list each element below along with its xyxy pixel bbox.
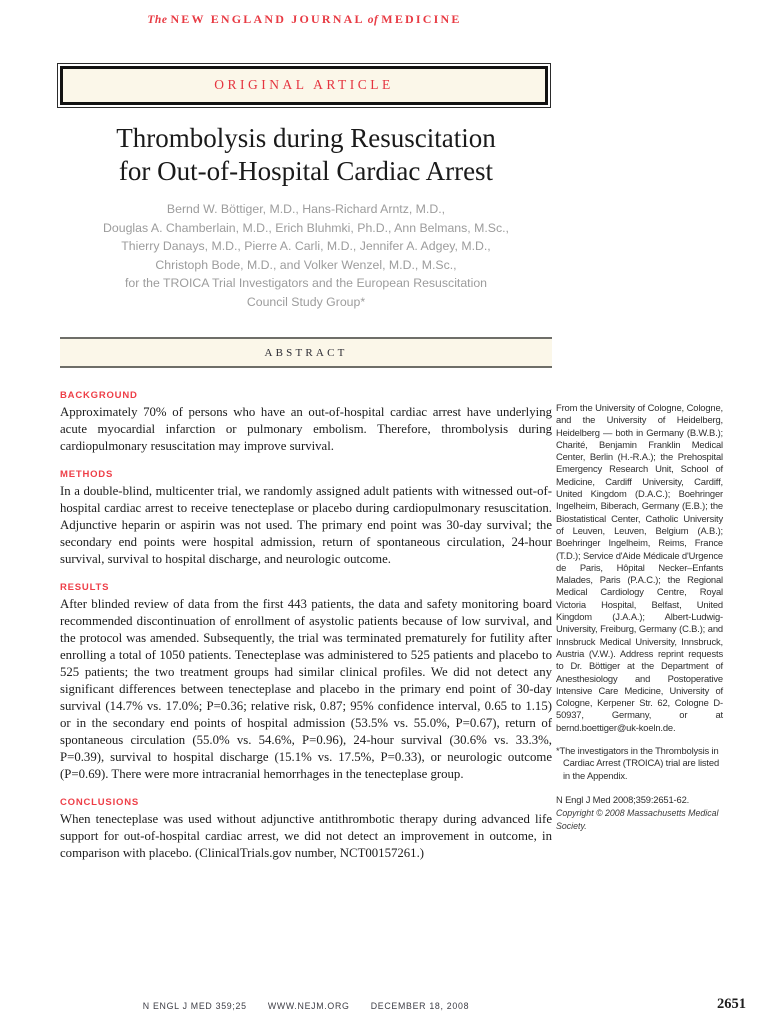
article-title — [60, 122, 552, 188]
page-number: 2651 — [717, 996, 746, 1012]
masthead-of: of — [367, 14, 379, 26]
author-line: Bernd W. Böttiger, M.D., Hans-Richard Arntz, M.D., — [166, 202, 446, 216]
abstract-section-conclusions — [60, 797, 552, 862]
investigators-footnote: *The investigators in the Thrombolysis in Cardiac Arrest (TROICA) trial are listed in the Appendix. — [556, 745, 720, 781]
section-text-conclusions: When tenecteplase was used without adjunctive antithrombotic therapy during advanced life support for out-of-hospital cardiac arrest, we did not detect an improvement in outcome, in comparison with placebo. (ClinicalTrials.gov number, NCT00157261.) — [60, 812, 552, 860]
abstract-divider — [60, 337, 552, 368]
masthead-the: The — [147, 14, 168, 26]
original-article-banner — [57, 63, 551, 108]
footer-date: DECEMBER 18, 2008 — [370, 1001, 470, 1011]
section-heading-methods: METHODS — [60, 469, 114, 480]
section-heading-background: BACKGROUND — [60, 390, 138, 401]
author-list — [60, 200, 552, 312]
section-heading-conclusions: CONCLUSIONS — [60, 797, 139, 808]
original-article-banner-inner — [60, 66, 548, 105]
masthead-name-part2: MEDICINE — [381, 12, 462, 26]
section-text-methods: In a double-blind, multicenter trial, we randomly assigned adult patients with witnessed out-of-hospital cardiac arrest to receive tenecteplase or placebo during cardiopulmonary resuscitation. Adjunctive heparin or aspirin was not used. The primary end point was 30-day survival; the secondary end points were hospital admission, return of spontaneous circulation, 24-hour survival, survival to hospital discharge, and neurologic outcome. — [60, 484, 552, 566]
section-text-results: After blinded review of data from the first 443 patients, the data and safety monitoring board recommended discontinuation of enrollment of asystolic patients because of low survival, and the protocol was amended. Subsequently, the trial was terminated prematurely for futility after enrolling a total of 1050 patients. Tenecteplase was administered to 525 patients and placebo to 525 patients; the two treatment groups had similar clinical profiles. We did not detect any significant differences between tenecteplase and placebo in the primary end point of 30-day survival (14.7% vs. 17.0%; P=0.36; relative risk, 0.87; 95% confidence interval, 0.65 to 1.15) or in the secondary end points of hospital admission (53.5% vs. 55.0%, P=0.67), return of spontaneous circulation (55.0% vs. 54.6%, P=0.96), 24-hour survival (30.6% vs. 33.3%, P=0.39), survival to hospital discharge (15.1% vs. 17.5%, P=0.33), or neurologic outcome (P=0.69). There were more intracranial hemorrhages in the tenecteplase group. — [60, 597, 552, 781]
affiliations-text: From the University of Cologne, Cologne, and the University of Heidelberg, Heidelberg — both in Germany (B.W.B.); Charité, Benjamin Franklin Medical Center, Berlin (H.-R.A.); the Prehospital Emergency Research Unit, School of Medicine, Cardiff University, Cardiff, United Kingdom (D.A.C.); Boehringer Ingelheim, Biberach, Germany (E.B.); the Biostatistical Center, Catholic University of Leuven, Leuven, Belgium (A.B.); Boehringer Ingelheim, Reims, France (T.D.); Service d'Aide Médicale d'Urgence de Paris, Hôpital Necker–Enfants Malades, Paris (P.A.C.); the Regional Medical Cardiology Centre, Royal Victoria Hospital, Belfast, United Kingdom (J.A.A.); Albert-Ludwig-University, Freiburg, Germany (C.B.); and Innsbruck Medical University, Innsbruck, Austria (V.W.). Address reprint requests to Dr. Böttiger at the Department of Anesthesiology and Postoperative Intensive Care Medicine, University of Cologne, Kerpener Str. 62, Cologne D-50937, Germany, or at bernd.boettiger@uk-koeln.de. — [556, 402, 723, 733]
citation-line: N Engl J Med 2008;359:2651-62. — [556, 793, 690, 805]
footer-website: WWW.NEJM.ORG — [267, 1001, 350, 1011]
article-title-line2: for Out-of-Hospital Cardiac Arrest — [118, 156, 494, 186]
abstract-section-background — [60, 390, 552, 455]
affiliations-sidebar — [556, 402, 723, 832]
journal-masthead — [60, 12, 552, 27]
author-line: for the TROICA Trial Investigators and the European Resuscitation — [124, 276, 488, 291]
abstract-section-methods — [60, 469, 552, 568]
copyright-line: Copyright © 2008 Massachusetts Medical Society. — [556, 808, 719, 831]
footer-journal-ref: N ENGL J MED 359;25 — [142, 1001, 247, 1011]
author-line: Council Study Group* — [246, 294, 366, 309]
article-title-line1: Thrombolysis during Resuscitation — [116, 123, 496, 153]
author-line: Thierry Danays, M.D., Pierre A. Carli, M.D., Jennifer A. Adgey, M.D., — [121, 239, 491, 254]
page-footer — [60, 1001, 552, 1011]
section-heading-results: RESULTS — [60, 582, 110, 593]
abstract-section-results — [60, 582, 552, 783]
banner-label: ORIGINAL ARTICLE — [214, 77, 394, 92]
author-line: Christoph Bode, M.D., and Volker Wenzel, M.D., M.Sc., — [155, 257, 457, 272]
author-line: Douglas A. Chamberlain, M.D., Erich Bluhmki, Ph.D., Ann Belmans, M.Sc., — [103, 220, 509, 235]
abstract-body — [60, 390, 552, 876]
section-text-background: Approximately 70% of persons who have an out-of-hospital cardiac arrest have underlying acute myocardial infarction or pulmonary embolism. Therefore, thrombolysis during cardiopulmonary resuscitation may improve survival. — [60, 405, 552, 453]
abstract-label: ABSTRACT — [264, 347, 348, 359]
masthead-name-part1: NEW ENGLAND JOURNAL — [170, 12, 365, 26]
